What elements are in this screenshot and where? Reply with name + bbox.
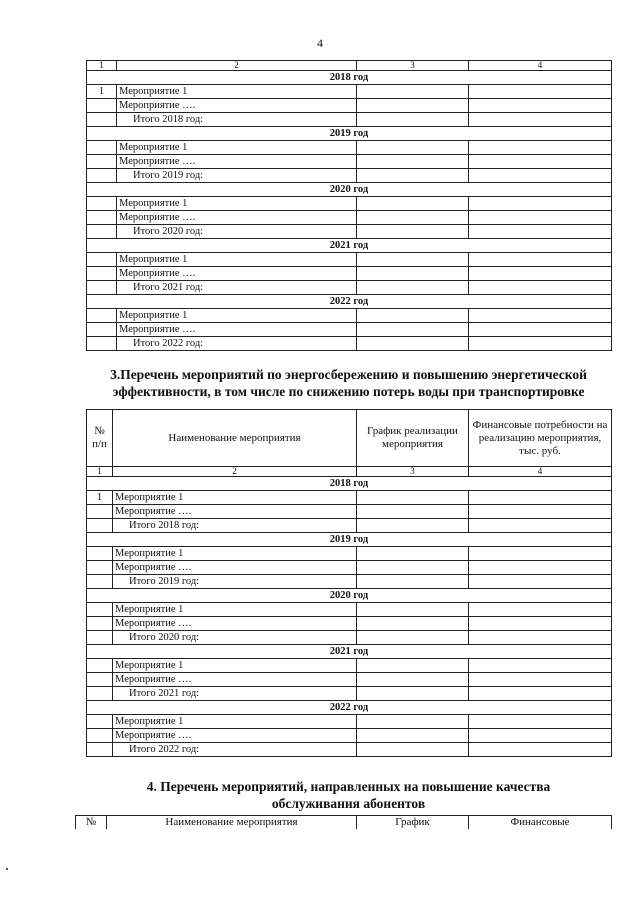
schedule-cell: [357, 155, 469, 169]
table-row: [87, 505, 612, 519]
table-row: [87, 603, 612, 617]
financial-cell: [469, 575, 612, 589]
scan-dot: [6, 868, 8, 870]
column-number: 2: [117, 61, 357, 71]
activity-name: Мероприятие 1: [117, 141, 357, 155]
column-number: 1: [87, 467, 113, 477]
activity-name: Мероприятие ….: [117, 211, 357, 225]
activity-name: Мероприятие ….: [113, 561, 357, 575]
schedule-cell: [357, 673, 469, 687]
schedule-cell: [357, 561, 469, 575]
financial-cell: [469, 309, 612, 323]
activity-name: Мероприятие 1: [117, 85, 357, 99]
row-number: [87, 169, 117, 183]
column-number: 3: [357, 467, 469, 477]
total-label: Итого 2018 год:: [117, 113, 357, 127]
schedule-cell: [357, 267, 469, 281]
year-row: [87, 71, 612, 85]
financial-cell: [469, 141, 612, 155]
year-row: [87, 239, 612, 253]
table-row: [87, 309, 612, 323]
total-label: Итого 2018 год:: [113, 519, 357, 533]
table-row: [87, 659, 612, 673]
year-label: 2022 год: [87, 295, 612, 309]
financial-cell: [469, 99, 612, 113]
schedule-cell: [357, 547, 469, 561]
financial-cell: [469, 729, 612, 743]
row-number: [87, 99, 117, 113]
schedule-cell: [357, 687, 469, 701]
schedule-cell: [357, 211, 469, 225]
row-number: [87, 659, 113, 673]
row-number: [87, 211, 117, 225]
schedule-cell: [357, 743, 469, 757]
page-number: 4: [317, 36, 323, 50]
total-label: Итого 2022 год:: [117, 337, 357, 351]
column-number: 3: [357, 61, 469, 71]
row-number: [87, 547, 113, 561]
schedule-cell: [357, 337, 469, 351]
row-number: [87, 253, 117, 267]
table-header-row: [76, 816, 612, 830]
schedule-cell: [357, 617, 469, 631]
total-label: Итого 2019 год:: [113, 575, 357, 589]
financial-cell: [469, 169, 612, 183]
financial-cell: [469, 337, 612, 351]
schedule-cell: [357, 519, 469, 533]
row-number: [87, 687, 113, 701]
activities-table-continued: [86, 60, 612, 351]
financial-cell: [469, 113, 612, 127]
energy-saving-activities-table: [86, 409, 612, 757]
section-4-title-line-2: обслуживания абонентов: [271, 796, 426, 811]
financial-cell: [469, 267, 612, 281]
financial-cell: [469, 673, 612, 687]
financial-cell: [469, 519, 612, 533]
schedule-cell: [357, 225, 469, 239]
year-row: [87, 183, 612, 197]
row-number: [87, 113, 117, 127]
financial-cell: [469, 85, 612, 99]
table-row: [87, 197, 612, 211]
financial-cell: [469, 505, 612, 519]
year-label: 2018 год: [87, 71, 612, 85]
total-label: Итого 2020 год:: [117, 225, 357, 239]
schedule-cell: [357, 715, 469, 729]
row-number: [87, 281, 117, 295]
row-number: [87, 309, 117, 323]
activity-name: Мероприятие 1: [113, 603, 357, 617]
activity-name: Мероприятие 1: [113, 491, 357, 505]
year-row: [87, 127, 612, 141]
row-number: [87, 631, 113, 645]
schedule-cell: [357, 505, 469, 519]
table-row: [87, 99, 612, 113]
schedule-cell: [357, 729, 469, 743]
financial-cell: [469, 225, 612, 239]
schedule-cell: [357, 141, 469, 155]
year-row: [87, 295, 612, 309]
activity-name: Мероприятие ….: [117, 155, 357, 169]
schedule-cell: [357, 281, 469, 295]
financial-cell: [469, 197, 612, 211]
table-row: [87, 85, 612, 99]
year-label: 2019 год: [87, 127, 612, 141]
activity-name: Мероприятие ….: [113, 617, 357, 631]
financial-cell: [469, 659, 612, 673]
year-label: 2021 год: [87, 645, 612, 659]
row-number: 1: [87, 85, 117, 99]
schedule-cell: [357, 113, 469, 127]
year-label: 2020 год: [87, 589, 612, 603]
row-number: [87, 225, 117, 239]
year-label: 2018 год: [87, 477, 612, 491]
year-label: 2021 год: [87, 239, 612, 253]
row-number: [87, 267, 117, 281]
row-number: [87, 673, 113, 687]
year-label: 2019 год: [87, 533, 612, 547]
financial-cell: [469, 631, 612, 645]
table-row: [87, 323, 612, 337]
table-row: [87, 561, 612, 575]
column-number-row: [87, 61, 612, 71]
row-number: [87, 575, 113, 589]
row-number: [87, 603, 113, 617]
table-row: [87, 211, 612, 225]
total-row: [87, 225, 612, 239]
header-activity-name: Наименование мероприятия: [107, 816, 357, 830]
schedule-cell: [357, 603, 469, 617]
table-row: [87, 141, 612, 155]
section-3-title: [86, 366, 611, 400]
total-row: [87, 169, 612, 183]
schedule-cell: [357, 99, 469, 113]
schedule-cell: [357, 631, 469, 645]
header-schedule: График реализации мероприятия: [357, 410, 469, 467]
activity-name: Мероприятие 1: [113, 715, 357, 729]
schedule-cell: [357, 85, 469, 99]
activity-name: Мероприятие ….: [113, 673, 357, 687]
header-financial-needs: Финансовые: [469, 816, 612, 830]
table-header-row: [87, 410, 612, 467]
schedule-cell: [357, 659, 469, 673]
financial-cell: [469, 715, 612, 729]
table-row: [87, 547, 612, 561]
year-row: [87, 701, 612, 715]
total-row: [87, 519, 612, 533]
year-row: [87, 645, 612, 659]
table-row: [87, 253, 612, 267]
financial-cell: [469, 155, 612, 169]
row-number: [87, 617, 113, 631]
activity-name: Мероприятие ….: [113, 729, 357, 743]
table-row: [87, 267, 612, 281]
year-row: [87, 589, 612, 603]
table-row: [87, 155, 612, 169]
schedule-cell: [357, 575, 469, 589]
row-number: [87, 323, 117, 337]
row-number: [87, 715, 113, 729]
header-activity-name: Наименование мероприятия: [113, 410, 357, 467]
table-row: [87, 491, 612, 505]
activity-name: Мероприятие 1: [117, 197, 357, 211]
financial-cell: [469, 687, 612, 701]
total-row: [87, 743, 612, 757]
activity-name: Мероприятие 1: [113, 659, 357, 673]
financial-cell: [469, 323, 612, 337]
total-row: [87, 575, 612, 589]
financial-cell: [469, 253, 612, 267]
header-number: №: [76, 816, 107, 830]
activity-name: Мероприятие 1: [113, 547, 357, 561]
year-row: [87, 477, 612, 491]
total-row: [87, 687, 612, 701]
header-number: № п/п: [87, 410, 113, 467]
table-row: [87, 673, 612, 687]
total-row: [87, 281, 612, 295]
row-number: [87, 197, 117, 211]
activity-name: Мероприятие 1: [117, 309, 357, 323]
table-row: [87, 729, 612, 743]
row-number: [87, 505, 113, 519]
total-row: [87, 631, 612, 645]
schedule-cell: [357, 309, 469, 323]
activity-name: Мероприятие ….: [117, 267, 357, 281]
financial-cell: [469, 281, 612, 295]
financial-cell: [469, 743, 612, 757]
row-number: [87, 155, 117, 169]
activity-name: Мероприятие ….: [113, 505, 357, 519]
row-number: [87, 337, 117, 351]
schedule-cell: [357, 491, 469, 505]
row-number: 1: [87, 491, 113, 505]
year-row: [87, 533, 612, 547]
total-row: [87, 113, 612, 127]
total-label: Итого 2019 год:: [117, 169, 357, 183]
table-row: [87, 617, 612, 631]
row-number: [87, 729, 113, 743]
column-number: 4: [469, 467, 612, 477]
financial-cell: [469, 617, 612, 631]
column-number: 2: [113, 467, 357, 477]
row-number: [87, 519, 113, 533]
schedule-cell: [357, 323, 469, 337]
financial-cell: [469, 211, 612, 225]
row-number: [87, 141, 117, 155]
financial-cell: [469, 561, 612, 575]
schedule-cell: [357, 169, 469, 183]
total-label: Итого 2022 год:: [113, 743, 357, 757]
total-label: Итого 2021 год:: [113, 687, 357, 701]
financial-cell: [469, 603, 612, 617]
financial-cell: [469, 547, 612, 561]
section-4-title: [86, 778, 611, 812]
header-schedule: График: [357, 816, 469, 830]
column-number-row: [87, 467, 612, 477]
row-number: [87, 743, 113, 757]
table-row: [87, 715, 612, 729]
column-number: 1: [87, 61, 117, 71]
activity-name: Мероприятие 1: [117, 253, 357, 267]
total-label: Итого 2021 год:: [117, 281, 357, 295]
year-label: 2022 год: [87, 701, 612, 715]
total-label: Итого 2020 год:: [113, 631, 357, 645]
total-row: [87, 337, 612, 351]
activity-name: Мероприятие ….: [117, 323, 357, 337]
section-3-title-line-1: 3.Перечень мероприятий по энергосбережению и повышению энергетической: [110, 367, 587, 382]
header-financial-needs: Финансовые потребности на реализацию мероприятия, тыс. руб.: [469, 410, 612, 467]
column-number: 4: [469, 61, 612, 71]
schedule-cell: [357, 197, 469, 211]
row-number: [87, 561, 113, 575]
schedule-cell: [357, 253, 469, 267]
year-label: 2020 год: [87, 183, 612, 197]
activity-name: Мероприятие ….: [117, 99, 357, 113]
financial-cell: [469, 491, 612, 505]
section-3-title-line-2: эффективности, в том числе по снижению потерь воды при транспортировке: [112, 384, 585, 399]
section-4-title-line-1: 4. Перечень мероприятий, направленных на повышение качества: [146, 779, 551, 794]
service-quality-activities-table: [75, 815, 612, 829]
